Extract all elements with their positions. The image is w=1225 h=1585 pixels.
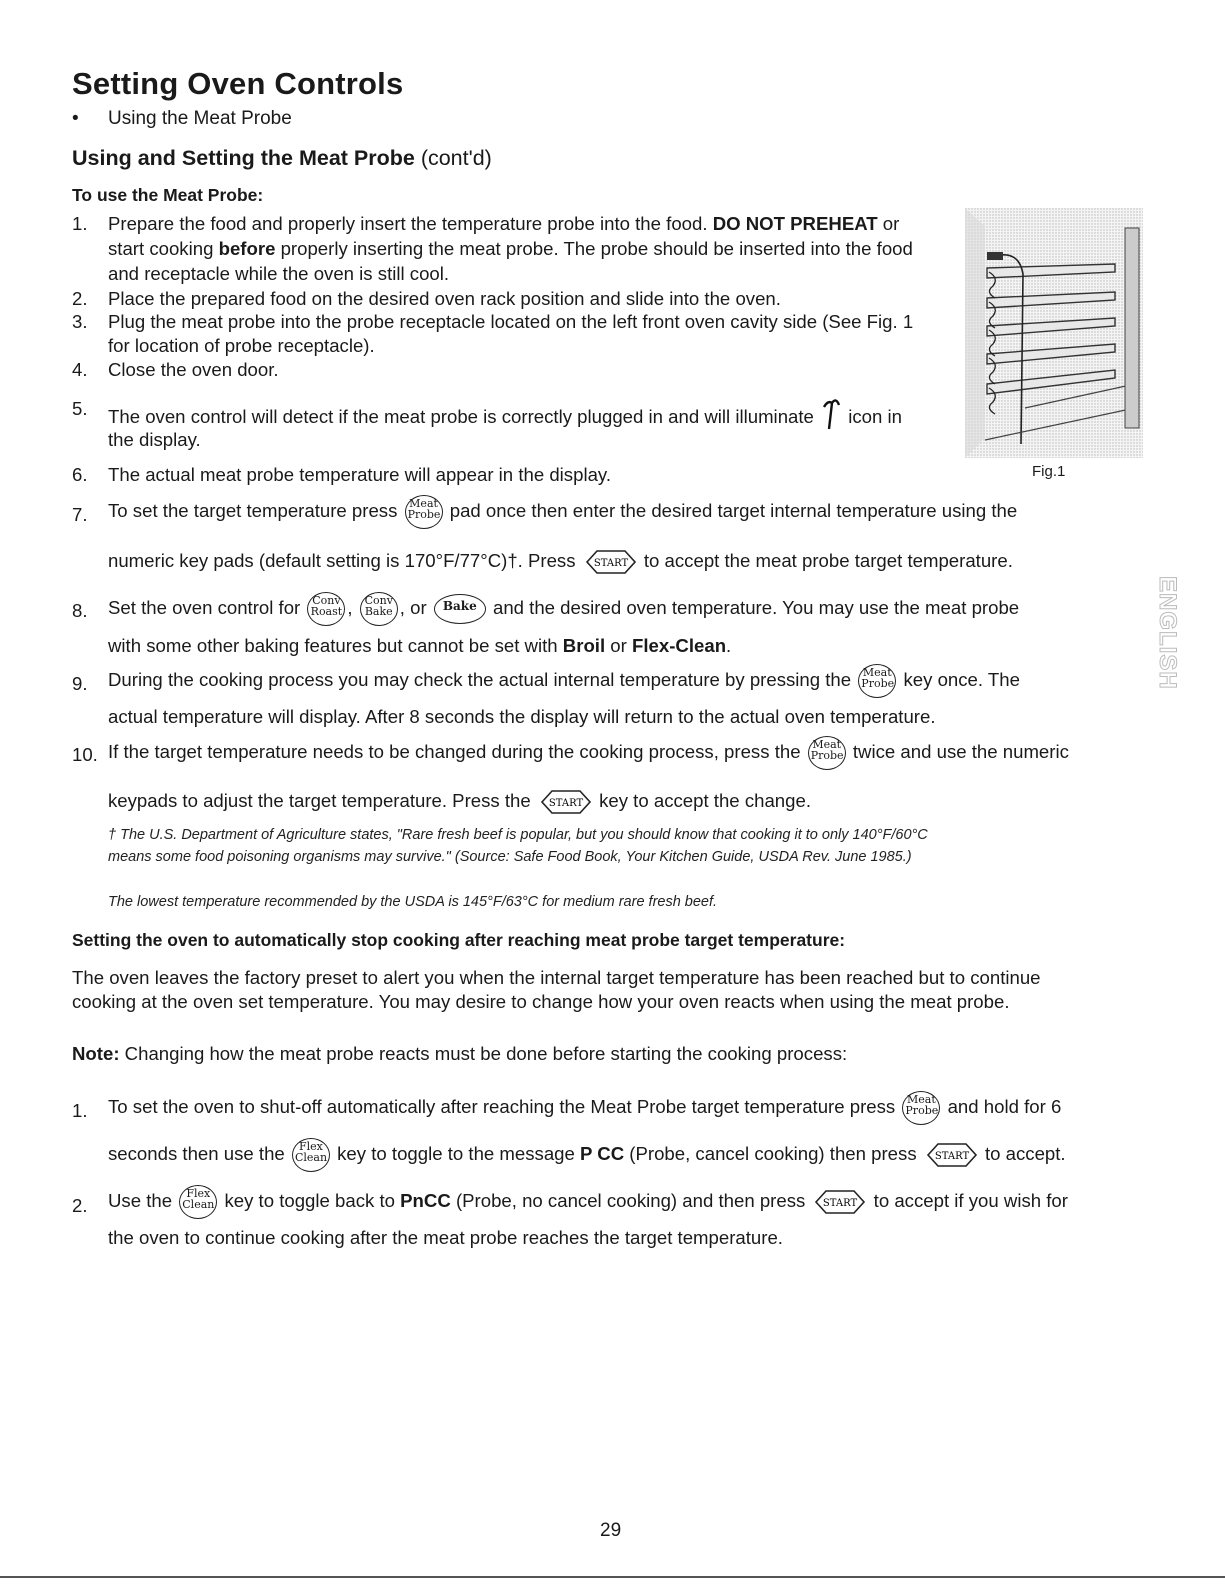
figure-caption: Fig.1 bbox=[1032, 463, 1066, 480]
step-text-part: start cooking bbox=[108, 238, 219, 259]
page-number: 29 bbox=[600, 1520, 622, 1541]
auto-stop-heading: Setting the oven to automatically stop cooking after reaching meat probe target temperature: bbox=[72, 930, 846, 950]
step-number: 9. bbox=[72, 673, 88, 694]
step-text bbox=[108, 212, 899, 236]
meat-probe-key-icon: Meat Probe bbox=[902, 1091, 940, 1125]
step-text-part: or bbox=[605, 635, 633, 656]
meat-probe-key-icon: Meat Probe bbox=[858, 664, 896, 698]
step-text bbox=[108, 789, 811, 815]
emphasis-before: before bbox=[218, 238, 276, 259]
step-text-part: or bbox=[877, 213, 900, 234]
note-text: Changing how the meat probe reacts must be done before starting the cooking process: bbox=[119, 1043, 848, 1064]
meat-probe-icon bbox=[821, 397, 841, 431]
step-text-part: pad once then enter the desired target internal temperature using the bbox=[449, 499, 1018, 521]
step-text-part: To set the oven to shut-off automatically after reaching the Meat Probe target temperature press bbox=[108, 1095, 896, 1117]
step-text-part: (Probe, no cancel cooking) and then press bbox=[450, 1189, 806, 1211]
step-text: Place the prepared food on the desired oven rack position and slide into the oven. bbox=[108, 288, 781, 309]
step-text-part: . bbox=[726, 635, 732, 656]
emphasis-pncc: PnCC bbox=[400, 1189, 451, 1211]
step-text bbox=[108, 237, 913, 261]
step-number: 8. bbox=[72, 600, 88, 621]
step-text: the display. bbox=[108, 429, 201, 450]
step-text-part: numeric key pads (default setting is 170°F/77°C)†. Press bbox=[108, 550, 576, 571]
start-key-label: START bbox=[934, 1151, 969, 1162]
step-text-part: icon in bbox=[848, 406, 902, 427]
step-text-part: and the desired oven temperature. You may use the meat probe bbox=[492, 596, 1020, 618]
note-label: Note: bbox=[72, 1043, 120, 1064]
step-text bbox=[108, 1138, 1066, 1172]
flex-clean-key-icon: Flex Clean bbox=[179, 1185, 217, 1219]
conv-bake-key-icon: Conv Bake bbox=[360, 592, 398, 626]
start-key-label: START bbox=[823, 1198, 858, 1209]
language-side-tab bbox=[1150, 574, 1184, 704]
step-number: 7. bbox=[72, 504, 88, 525]
usda-note: The lowest temperature recommended by the USDA is 145°F/63°C for medium rare fresh beef. bbox=[108, 894, 718, 910]
auto-stop-paragraph: cooking at the oven set temperature. You may desire to change how your oven reacts when using the meat probe. bbox=[72, 991, 1010, 1012]
english-tab-label bbox=[1150, 574, 1184, 704]
oven-probe-figure bbox=[965, 208, 1143, 458]
step-text-part: to accept the meat probe target temperature. bbox=[643, 550, 1013, 571]
step-text-part: key to accept the change. bbox=[599, 790, 811, 811]
step-text-part: twice and use the numeric bbox=[852, 740, 1069, 762]
emphasis-flex-clean: Flex-Clean bbox=[632, 635, 727, 656]
conv-roast-key-icon: Conv Roast bbox=[307, 592, 345, 626]
step-text-part: Set the oven control for bbox=[108, 596, 301, 618]
step-text: The actual meat probe temperature will appear in the display. bbox=[108, 464, 611, 485]
footnote-line: means some food poisoning organisms may survive." (Source: Safe Food Book, Your Kitchen Guide, USDA Rev. June 1985.) bbox=[108, 849, 912, 865]
note bbox=[72, 1042, 847, 1066]
bottom-rule bbox=[0, 1576, 1225, 1578]
step-text-part: (Probe, cancel cooking) then press bbox=[624, 1142, 917, 1164]
step-text-part: key to toggle to the message bbox=[337, 1142, 581, 1164]
step-text bbox=[108, 592, 1019, 626]
step-text: the oven to continue cooking after the meat probe reaches the target temperature. bbox=[108, 1227, 783, 1248]
step-number: 1. bbox=[72, 1100, 88, 1121]
step-number: 5. bbox=[72, 398, 88, 419]
start-key-label: START bbox=[593, 558, 628, 570]
start-key-icon bbox=[583, 549, 637, 575]
step-text: Close the oven door. bbox=[108, 359, 279, 380]
bake-key-icon: Bake bbox=[434, 594, 486, 624]
subheading: To use the Meat Probe: bbox=[72, 185, 264, 205]
step-text-part: key once. The bbox=[903, 668, 1020, 690]
step-text bbox=[108, 495, 1017, 529]
section-title bbox=[72, 146, 492, 171]
step-number: 1. bbox=[72, 213, 88, 234]
step-text bbox=[108, 634, 731, 658]
step-text bbox=[108, 397, 902, 431]
step-text-part: To set the target temperature press bbox=[108, 499, 398, 521]
step-text bbox=[108, 736, 1069, 770]
step-number: 10. bbox=[72, 744, 98, 765]
step-text-part: During the cooking process you may check the actual internal temperature by pressing the bbox=[108, 668, 852, 690]
step-number: 2. bbox=[72, 1195, 88, 1216]
step-text-part: to accept. bbox=[984, 1142, 1066, 1164]
step-text: and receptacle while the oven is still cool. bbox=[108, 263, 450, 284]
topic-bullet-text: Using the Meat Probe bbox=[108, 108, 292, 129]
footnote-line: † The U.S. Department of Agriculture states, "Rare fresh beef is popular, but you should know that cooking it to only 140°F/60°C bbox=[108, 827, 928, 843]
emphasis-do-not-preheat: DO NOT PREHEAT bbox=[712, 213, 878, 234]
meat-probe-key-icon: Meat Probe bbox=[808, 736, 846, 770]
step-number: 6. bbox=[72, 464, 88, 485]
step-number: 2. bbox=[72, 288, 88, 309]
step-text-part: and hold for 6 bbox=[947, 1095, 1062, 1117]
step-text: actual temperature will display. After 8 seconds the display will return to the actual oven temperature. bbox=[108, 706, 936, 727]
step-text bbox=[108, 1091, 1061, 1125]
meat-probe-key-icon: Meat Probe bbox=[405, 495, 443, 529]
section-title-bold: Using and Setting the Meat Probe bbox=[72, 146, 415, 170]
step-text-part: Prepare the food and properly insert the temperature probe into the food. bbox=[108, 213, 713, 234]
step-number: 3. bbox=[72, 311, 88, 332]
step-text-part: Use the bbox=[108, 1189, 173, 1211]
step-text-part: key to toggle back to bbox=[224, 1189, 401, 1211]
start-key-icon bbox=[538, 789, 592, 815]
separator: , bbox=[347, 596, 353, 618]
step-text-part: to accept if you wish for bbox=[873, 1189, 1068, 1211]
step-text-part: keypads to adjust the target temperature. Press the bbox=[108, 790, 531, 811]
step-text-part: seconds then use the bbox=[108, 1142, 285, 1164]
flex-clean-key-icon: Flex Clean bbox=[292, 1138, 330, 1172]
start-key-icon bbox=[812, 1189, 866, 1215]
step-text-part: properly inserting the meat probe. The probe should be inserted into the food bbox=[275, 238, 913, 259]
start-key-icon bbox=[924, 1142, 978, 1168]
step-text: Plug the meat probe into the probe receptacle located on the left front oven cavity side (See Fig. 1 bbox=[108, 311, 914, 332]
topic-bullet: • Using the Meat Probe bbox=[72, 108, 292, 129]
step-text: for location of probe receptacle). bbox=[108, 335, 375, 356]
oven-cavity-illustration bbox=[965, 208, 1143, 458]
step-text-part: The oven control will detect if the meat probe is correctly plugged in and will illuminate bbox=[108, 406, 814, 427]
step-text-part: with some other baking features but cannot be set with bbox=[108, 635, 563, 656]
emphasis-pcc: P CC bbox=[580, 1142, 625, 1164]
step-text bbox=[108, 664, 1020, 698]
step-text-part: If the target temperature needs to be changed during the cooking process, press the bbox=[108, 740, 801, 762]
step-text bbox=[108, 1185, 1068, 1219]
side-tab-text: ENGLISH bbox=[1154, 576, 1181, 690]
step-number: 4. bbox=[72, 359, 88, 380]
section-title-suffix: (cont'd) bbox=[414, 146, 492, 170]
auto-stop-paragraph: The oven leaves the factory preset to alert you when the internal target temperature has been reached but to continue bbox=[72, 967, 1041, 988]
separator: , or bbox=[399, 596, 427, 618]
page-title: Setting Oven Controls bbox=[72, 66, 404, 101]
step-text bbox=[108, 549, 1013, 575]
emphasis-broil: Broil bbox=[562, 635, 606, 656]
start-key-label: START bbox=[548, 798, 584, 810]
